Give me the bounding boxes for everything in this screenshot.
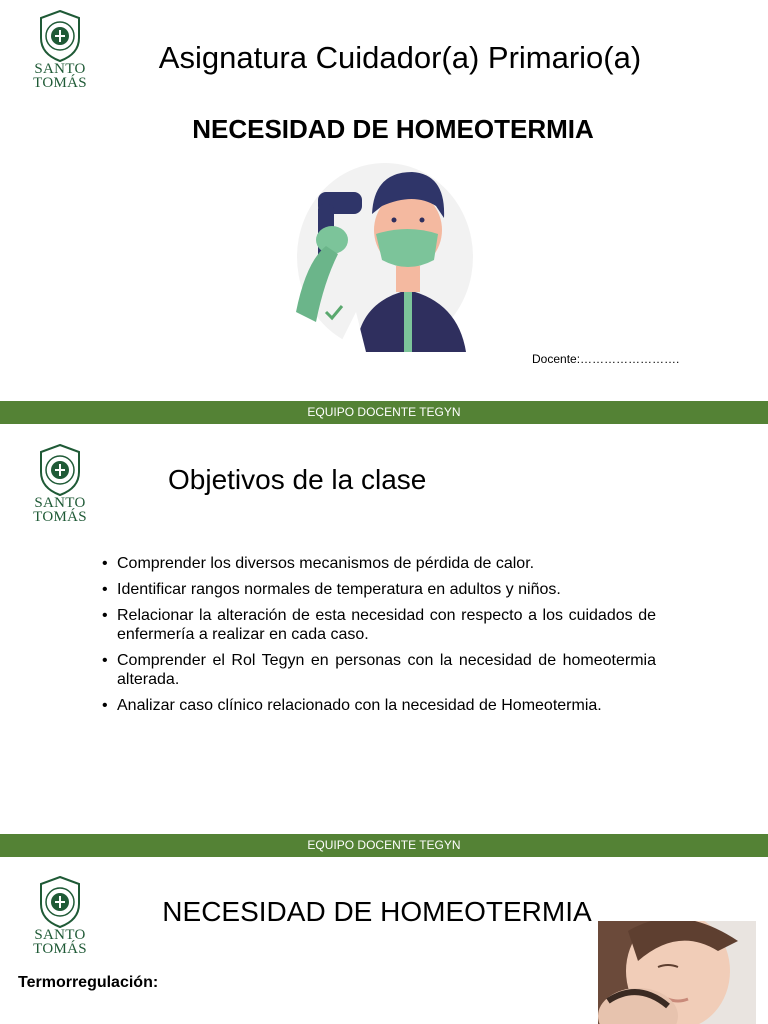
slide2-title: Objetivos de la clase [168, 464, 427, 495]
nurse-thermometer-illustration [296, 162, 474, 352]
docente-label: Docente:……………………. [532, 352, 680, 366]
slide3-title: NECESIDAD DE HOMEOTERMIA [162, 896, 592, 927]
objective-item: • Identificar rangos normales de temperatura en adultos y niños. [102, 580, 656, 599]
objective-item: • Comprender los diversos mecanismos de pérdida de calor. [102, 554, 656, 573]
objective-item: • Relacionar la alteración de esta necesidad con respecto a los cuidados de enfermería a realizar en cada caso. [102, 606, 656, 644]
logo-text: SANTO TOMÁS [33, 61, 87, 91]
objective-item: • Comprender el Rol Tegyn en personas con la necesidad de homeotermia alterada. [102, 651, 656, 689]
santo-tomas-logo [30, 876, 90, 966]
logo-text: SANTO TOMÁS [33, 927, 87, 957]
objective-item: • Analizar caso clínico relacionado con la necesidad de Homeotermia. [102, 696, 656, 715]
slide-1 [0, 0, 768, 419]
santo-tomas-seal-icon [38, 10, 82, 62]
santo-tomas-seal-icon [38, 876, 82, 928]
slide2-footer: EQUIPO DOCENTE TEGYN [0, 834, 768, 857]
slide1-subtitle: NECESIDAD DE HOMEOTERMIA [192, 114, 594, 144]
termorregulacion-heading: Termorregulación: [18, 974, 159, 991]
santo-tomas-logo [30, 444, 90, 534]
objectives-list [102, 554, 656, 722]
logo-text: SANTO TOMÁS [33, 495, 87, 525]
mother-kissing-baby-photo [598, 921, 756, 1024]
slide1-title: Asignatura Cuidador(a) Primario(a) [158, 40, 642, 75]
santo-tomas-logo [30, 10, 90, 100]
slide1-footer: EQUIPO DOCENTE TEGYN [0, 401, 768, 424]
santo-tomas-seal-icon [38, 444, 82, 496]
